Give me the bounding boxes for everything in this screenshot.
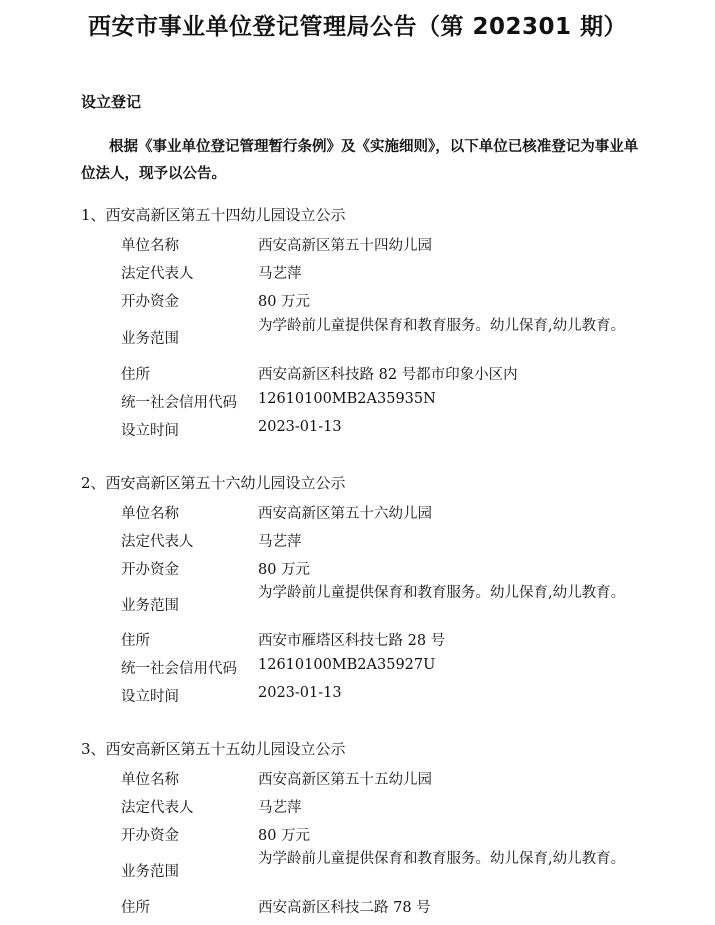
field-value: 2023-01-13 [258,419,342,435]
field-label: 开办资金 [121,294,179,310]
page-title: 西安市事业单位登记管理局公告（第 202301 期） [87,14,628,40]
field-label: 单位名称 [121,238,179,254]
field-label: 业务范围 [121,331,179,347]
field-value: 80 万元 [258,828,311,844]
field-label: 住所 [121,633,150,649]
field-value: 西安高新区科技二路 78 号 [258,900,431,916]
field-label: 统一社会信用代码 [121,395,237,411]
field-label: 住所 [121,367,150,383]
field-label: 开办资金 [121,828,179,844]
field-value: 西安高新区第五十六幼儿园 [258,506,432,522]
field-value: 西安高新区第五十四幼儿园 [258,238,432,254]
intro-text: 根据《事业单位登记管理暂行条例》及《实施细则》，以下单位已核准登记为事业单位法人，现予以公告。 [81,139,639,182]
field-label: 住所 [121,900,150,916]
field-label: 单位名称 [121,506,179,522]
field-value: 80 万元 [258,294,311,310]
entry-title: 3、西安高新区第五十五幼儿园设立公示 [81,740,346,758]
field-label: 统一社会信用代码 [121,661,237,677]
field-value: 为学龄前儿童提供保育和教育服务。幼儿保育,幼儿教育。 [258,318,626,334]
field-label: 法定代表人 [121,534,194,550]
field-value: 12610100MB2A35935N [258,391,436,407]
field-value: 为学龄前儿童提供保育和教育服务。幼儿保育,幼儿教育。 [258,851,626,867]
field-label: 单位名称 [121,772,179,788]
field-value: 80 万元 [258,562,311,578]
field-label: 设立时间 [121,689,179,705]
intro-paragraph [81,134,641,188]
field-value: 马艺萍 [258,534,302,550]
field-value: 西安高新区第五十五幼儿园 [258,772,432,788]
field-value: 马艺萍 [258,266,302,282]
field-label: 业务范围 [121,598,179,614]
field-label: 业务范围 [121,864,179,880]
field-value: 西安市雁塔区科技七路 28 号 [258,633,446,649]
section-heading: 设立登记 [81,93,142,111]
field-value: 西安高新区科技路 82 号都市印象小区内 [258,367,518,383]
field-label: 设立时间 [121,423,179,439]
entry-title: 1、西安高新区第五十四幼儿园设立公示 [81,206,346,224]
field-label: 法定代表人 [121,266,194,282]
field-value: 马艺萍 [258,800,302,816]
field-label: 开办资金 [121,562,179,578]
field-label: 法定代表人 [121,800,194,816]
field-value: 为学龄前儿童提供保育和教育服务。幼儿保育,幼儿教育。 [258,585,626,601]
entry-title: 2、西安高新区第五十六幼儿园设立公示 [81,474,346,492]
field-value: 2023-01-13 [258,685,342,701]
field-value: 12610100MB2A35927U [258,657,436,673]
